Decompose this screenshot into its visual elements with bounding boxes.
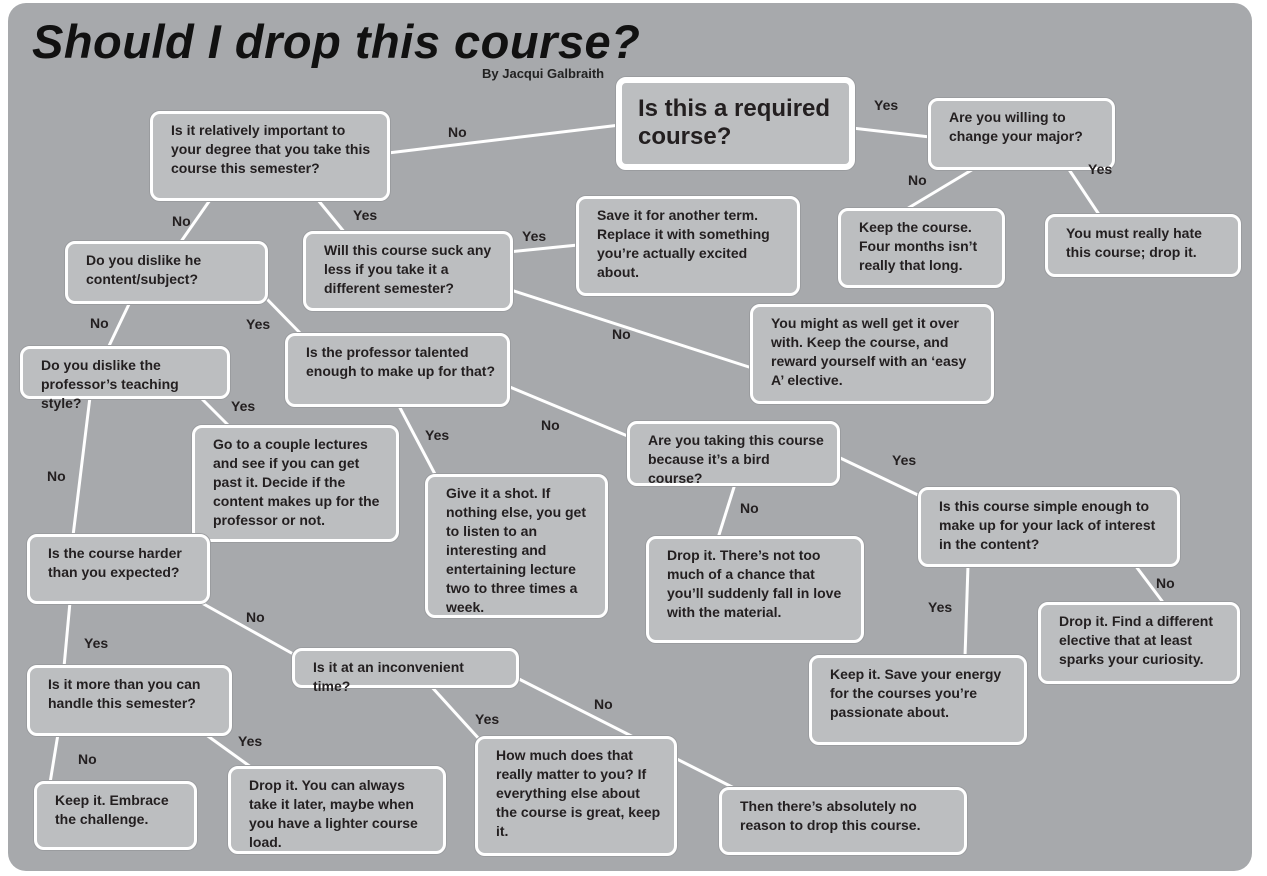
edge-label-content-no: No	[90, 315, 109, 331]
node-drop-take-later: Drop it. You can always take it later, maybe when you have a lighter course load.	[228, 766, 446, 854]
node-save-other-term: Save it for another term. Replace it with something you’re actually excited about.	[576, 196, 800, 296]
edge-label-important-yes: Yes	[353, 207, 378, 223]
edge-label-bird-yes: Yes	[892, 452, 917, 468]
edge-required-important	[388, 125, 620, 153]
node-required-course: Is this a required course?	[616, 77, 855, 170]
edge-label-bird-no: No	[740, 500, 759, 516]
node-how-much-matter: How much does that really matter to you? If everything else about the course is great, keep it.	[475, 736, 677, 856]
edge-label-willing-yes: Yes	[1088, 161, 1113, 177]
node-hate-drop: You must really hate this course; drop it.	[1045, 214, 1241, 277]
node-inconvenient-time: Is it at an inconvenient time?	[292, 648, 519, 688]
node-professor-talented: Is the professor talented enough to make up for that?	[285, 333, 510, 407]
edge-label-simple-yes: Yes	[928, 599, 953, 615]
node-couple-lectures: Go to a couple lectures and see if you can get past it. Decide if the content makes up for the professor or not.	[192, 425, 399, 542]
node-willing-change-major: Are you willing to change your major?	[928, 98, 1115, 170]
node-drop-fall-in-love: Drop it. There’s not too much of a chance that you’ll suddenly fall in love with the material.	[646, 536, 864, 643]
edge-handle-keep	[50, 734, 58, 783]
edge-prof-lectures	[200, 397, 230, 427]
edge-label-time-no: No	[594, 696, 613, 712]
node-important-degree: Is it relatively important to your degree that you take this course this semester?	[150, 111, 390, 201]
node-keep-save-energy: Keep it. Save your energy for the courses you’re passionate about.	[809, 655, 1027, 745]
edge-label-suck-yes: Yes	[522, 228, 547, 244]
node-simple-enough: Is this course simple enough to make up for your lack of interest in the content?	[918, 487, 1180, 567]
edge-label-prof-no: No	[47, 468, 66, 484]
edge-required-willing	[852, 128, 930, 137]
edge-label-content-yes: Yes	[246, 316, 271, 332]
edge-label-talented-yes: Yes	[425, 427, 450, 443]
node-keep-four-months: Keep the course. Four months isn’t really that long.	[838, 208, 1005, 288]
node-harder-than-expected: Is the course harder than you expected?	[27, 534, 210, 604]
edge-label-required-no: No	[448, 124, 467, 140]
edge-suck-save	[508, 245, 578, 252]
edge-label-willing-no: No	[908, 172, 927, 188]
edge-simple-keep	[965, 565, 968, 657]
author-byline: By Jacqui Galbraith	[482, 66, 605, 81]
edge-time-matter	[430, 685, 480, 740]
node-no-reason: Then there’s absolutely no reason to drop this course.	[719, 787, 967, 855]
flowchart-title: Should I drop this course?	[32, 15, 641, 68]
edge-label-harder-yes: Yes	[84, 635, 109, 651]
edge-label-simple-no: No	[1156, 575, 1175, 591]
node-suck-less: Will this course suck any less if you take it a different semester?	[303, 231, 513, 311]
edge-harder-handle	[64, 602, 70, 667]
node-dislike-professor: Do you dislike the professor’s teaching style?	[20, 346, 230, 399]
node-get-it-over: You might as well get it over with. Keep the course, and reward yourself with an ‘easy A’ elective.	[750, 304, 994, 404]
node-keep-embrace: Keep it. Embrace the challenge.	[34, 781, 197, 850]
edge-label-important-no: No	[172, 213, 191, 229]
edge-prof-harder	[73, 397, 90, 536]
edge-label-harder-no: No	[246, 609, 265, 625]
edge-talented-bird	[505, 385, 630, 437]
edge-label-talented-no: No	[541, 417, 560, 433]
node-drop-find-elective: Drop it. Find a different elective that at least sparks your curiosity.	[1038, 602, 1240, 684]
edge-label-prof-yes: Yes	[231, 398, 256, 414]
node-dislike-content: Do you dislike he content/subject?	[65, 241, 268, 304]
edge-label-suck-no: No	[612, 326, 631, 342]
edge-content-prof	[108, 302, 130, 348]
edge-label-handle-yes: Yes	[238, 733, 263, 749]
node-bird-course: Are you taking this course because it’s a bird course?	[627, 421, 840, 486]
edge-bird-drop	[718, 484, 735, 538]
edge-label-required-yes: Yes	[874, 97, 899, 113]
edge-label-handle-no: No	[78, 751, 97, 767]
edge-important-suck	[318, 200, 345, 233]
edge-label-time-yes: Yes	[475, 711, 500, 727]
node-more-than-handle: Is it more than you can handle this semester?	[27, 665, 232, 736]
node-give-it-a-shot: Give it a shot. If nothing else, you get to listen to an interesting and entertaining lecture two to three times a week.	[425, 474, 608, 618]
